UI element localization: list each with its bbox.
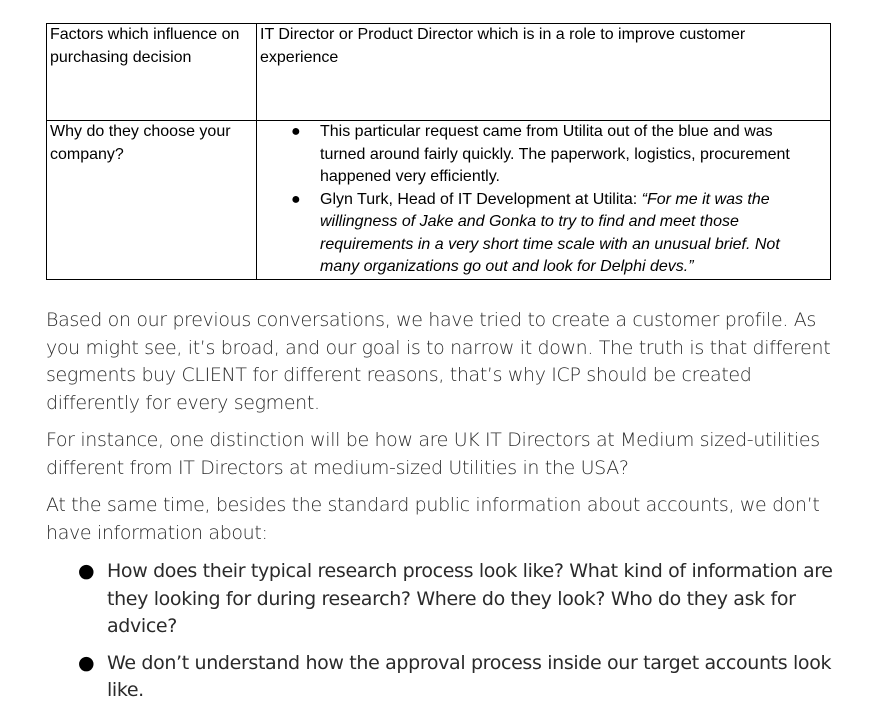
list-item-text: Glyn Turk, Head of IT Development at Utilita: [320, 190, 642, 208]
customer-profile-table [46, 23, 831, 280]
list-item [260, 189, 827, 279]
bullet-icon: ● [291, 190, 301, 208]
cell-bullet-list [260, 121, 827, 279]
list-item-text: How does their typical research process look like? What kind of information are they looking for during research? Where do they look? Who do they ask for advice? [107, 560, 833, 637]
paragraph: At the same time, besides the standard public information about accounts, we don’t have information about: [46, 494, 820, 544]
bullet-icon: ● [291, 123, 301, 140]
list-item [46, 650, 836, 705]
table-row [47, 121, 831, 280]
testimonial-quote: “For me it was the willingness of Jake and Gonka to try to find and meet those requirements in a very short time scale with an unusual brief. Not many organizations go out and look for Delphi devs.” [320, 190, 780, 275]
list-item-text: This particular request came from Utilita out of the blue and was turned around fairly quickly. The paperwork, logistics, procurement happened very efficiently. [320, 123, 790, 185]
list-item-text: We don’t understand how the approval process inside our target accounts look like. [107, 651, 832, 701]
list-item [46, 558, 836, 641]
bullet-icon: ● [78, 560, 95, 582]
table-value-cell [257, 121, 831, 280]
bullet-list [46, 558, 836, 714]
paragraph: Based on our previous conversations, we have tried to create a customer profile. As you might see, it’s broad, and our goal is to narrow it down. The truth is that different segments buy CLIENT for different reasons, that’s why ICP should be created differently for every segment. [46, 309, 831, 414]
table-value-cell: IT Director or Product Director which is in a role to improve customer experience [257, 24, 831, 121]
paragraph: For instance, one distinction will be how are UK IT Directors at Medium sized-utilities different from IT Directors at medium-sized Utilities in the USA? [46, 429, 820, 479]
table-label-cell: Factors which influence on purchasing decision [47, 24, 257, 121]
table-row [47, 24, 831, 121]
table-label-cell: Why do they choose your company? [47, 121, 257, 280]
list-item [260, 121, 827, 189]
bullet-icon: ● [78, 651, 95, 674]
